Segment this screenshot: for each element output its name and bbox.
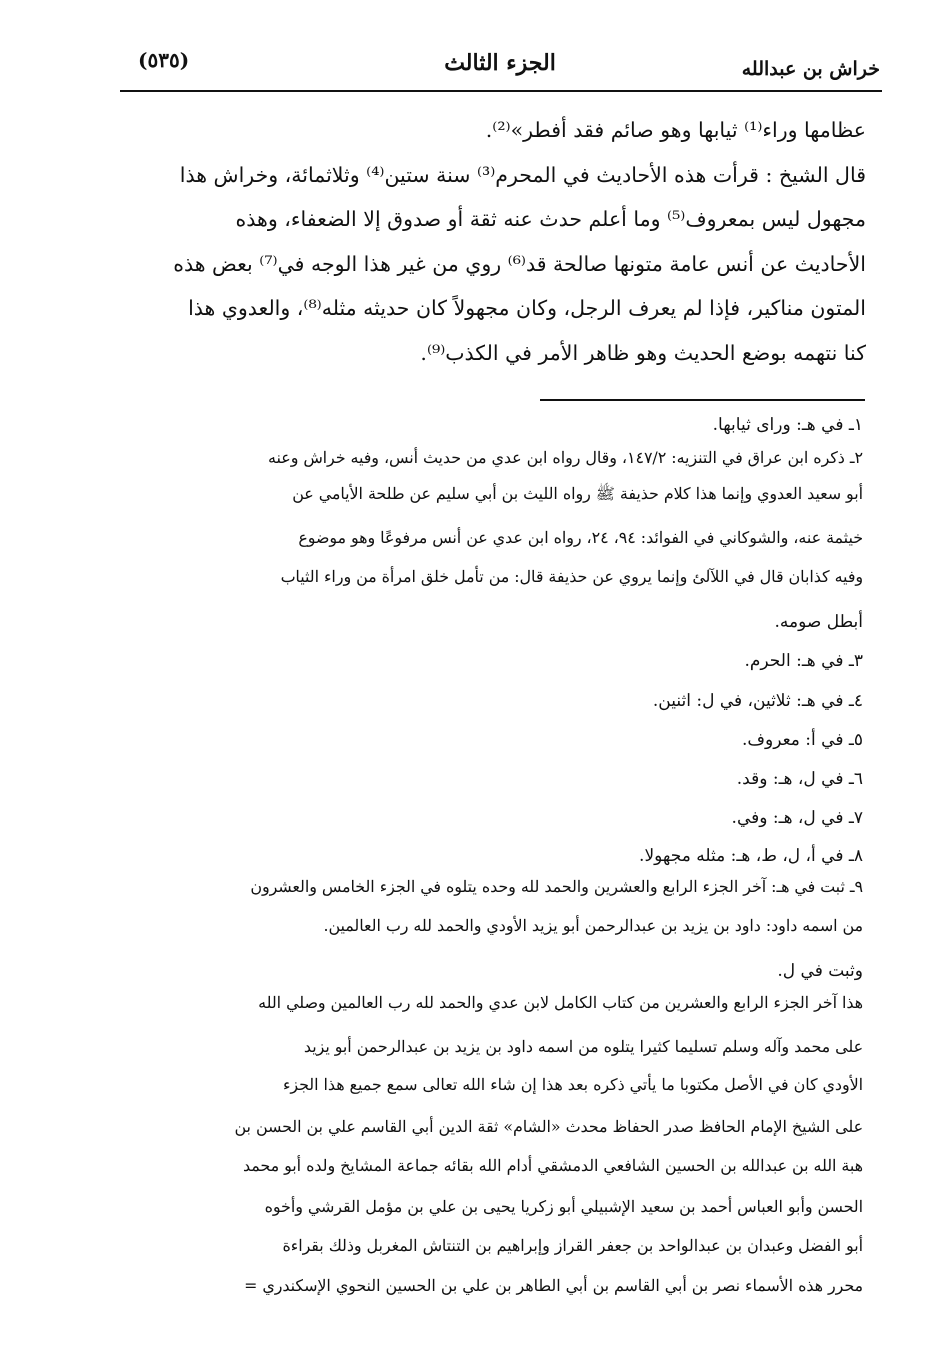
footnote-line: ٥ـ في أ: معروف. xyxy=(741,730,863,750)
footnote-line: وفيه كذابان قال في اللآلئ وإنما يروي عن حذيفة قال: من تأمل خلق امرأة من وراء الثياب xyxy=(280,567,863,586)
footnote-line: خيثمة عنه، والشوكاني في الفوائد: ٩٤، ٢٤، رواه ابن عدي عن أنس مرفوعًا وهو موضوع xyxy=(298,528,863,547)
footnote-line: ٣ـ في هـ: الحرم. xyxy=(744,651,863,671)
main-text-line: المتون مناكير، فإذا لم يعرف الرجل، وكان مجهولاً كان حديثه مثله⁽⁸⁾، والعدوي هذا xyxy=(188,296,866,321)
footnote-line: محرر هذه الأسماء نصر بن أبي القاسم بن أبي الطاهر بن علي بن الحسين النحوي الإسكندري = xyxy=(244,1276,863,1295)
main-text-line: الأحاديث عن أنس عامة متونها صالحة قد⁽⁶⁾ روي من غير هذا الوجه في⁽⁷⁾ بعض هذه xyxy=(173,251,866,276)
footnote-line: أبطل صومه. xyxy=(774,612,863,632)
running-header xyxy=(120,42,880,86)
footnote-line: على الشيخ الإمام الحافظ صدر الحفاظ محدث «الشام» ثقة الدين أبي القاسم علي بن الحسن بن xyxy=(234,1117,863,1136)
footnote-divider xyxy=(540,399,865,401)
main-text-line: قال الشيخ : قرأت هذه الأحاديث في المحرم⁽³⁾ سنة ستين⁽⁴⁾ وثلاثمائة، وخراش هذا xyxy=(179,162,866,187)
footnote-line: ٨ـ في أ، ل، ط، هـ: مثله مجهولا. xyxy=(639,846,863,866)
footnote-line: من اسمه داود: داود بن يزيد بن عبدالرحمن أبو يزيد الأودي والحمد لله رب العالمين. xyxy=(323,916,863,935)
main-text-line: كنا نتهمه بوضع الحديث وهو ظاهر الأمر في الكذب⁽⁹⁾. xyxy=(420,340,866,365)
footnote-line: ٢ـ ذكره ابن عراق في التنزيه: ١٤٧/٢، وقال رواه ابن عدي من حديث أنس، وفيه خراش وعنه xyxy=(268,448,863,467)
footnote-line: على محمد وآله وسلم تسليما كثيرا يتلوه من اسمه داود بن يزيد بن عبدالرحمن أبو يزيد xyxy=(303,1037,863,1056)
header-volume: الجزء الثالث xyxy=(444,50,556,76)
footnote-line: أبو الفضل وعبدان بن عبدالواحد بن جعفر القراز وإبراهيم بن التنتاش المغربل وذلك بقراءة xyxy=(282,1236,863,1255)
footnote-line: ١ـ في هـ: وراى ثيابها. xyxy=(712,415,863,435)
footnote-line: أبو سعيد العدوي وإنما هذا كلام حذيفة ﷺ رواه الليث بن أبي سليم عن طلحة الأيامي عن xyxy=(292,484,863,503)
footnote-line: الأودي كان في الأصل مكتوبا ما يأتي ذكره بعد هذا إن شاء الله تعالى سمع جميع هذا الجزء xyxy=(282,1075,863,1094)
footnote-line: وثبت في ل. xyxy=(777,961,863,981)
header-book-part: خراش بن عبدالله xyxy=(741,58,880,80)
footnote-line: هبة الله بن عبدالله بن الحسين الشافعي الدمشقي أدام الله بقائه جماعة المشايخ ولده أبو محمد xyxy=(243,1156,863,1175)
header-page-number: (٥٣٥) xyxy=(138,48,190,72)
footnote-line: ٩ـ ثبت في هـ: آخر الجزء الرابع والعشرين والحمد لله وحده يتلوه في الجزء الخامس والعشرون xyxy=(250,877,863,896)
footnote-line: الحسن وأبو العباس أحمد بن سعيد الإشبيلي أبو زكريا يحيى بن علي بن مؤمل القرشي وأخوه xyxy=(264,1197,863,1216)
main-text-line: عظامها وراء⁽¹⁾ ثيابها وهو صائم فقد أفطر»⁽²⁾. xyxy=(485,118,866,142)
footnote-line: ٧ـ في ل، هـ: وفي. xyxy=(731,808,863,828)
main-text xyxy=(120,108,866,376)
footnote-line: هذا آخر الجزء الرابع والعشرين من كتاب الكامل لابن عدي والحمد لله رب العالمين وصلي الله xyxy=(258,993,863,1012)
main-text-line: مجهول ليس بمعروف⁽⁵⁾ وما أعلم حدث عنه ثقة أو صدوق إلا الضعفاء، وهذه xyxy=(235,207,866,232)
header-divider xyxy=(120,90,882,92)
footnote-line: ٦ـ في ل، هـ: وقد. xyxy=(736,769,863,789)
footnote-line: ٤ـ في هـ: ثلاثين، في ل: اثنين. xyxy=(652,691,863,711)
